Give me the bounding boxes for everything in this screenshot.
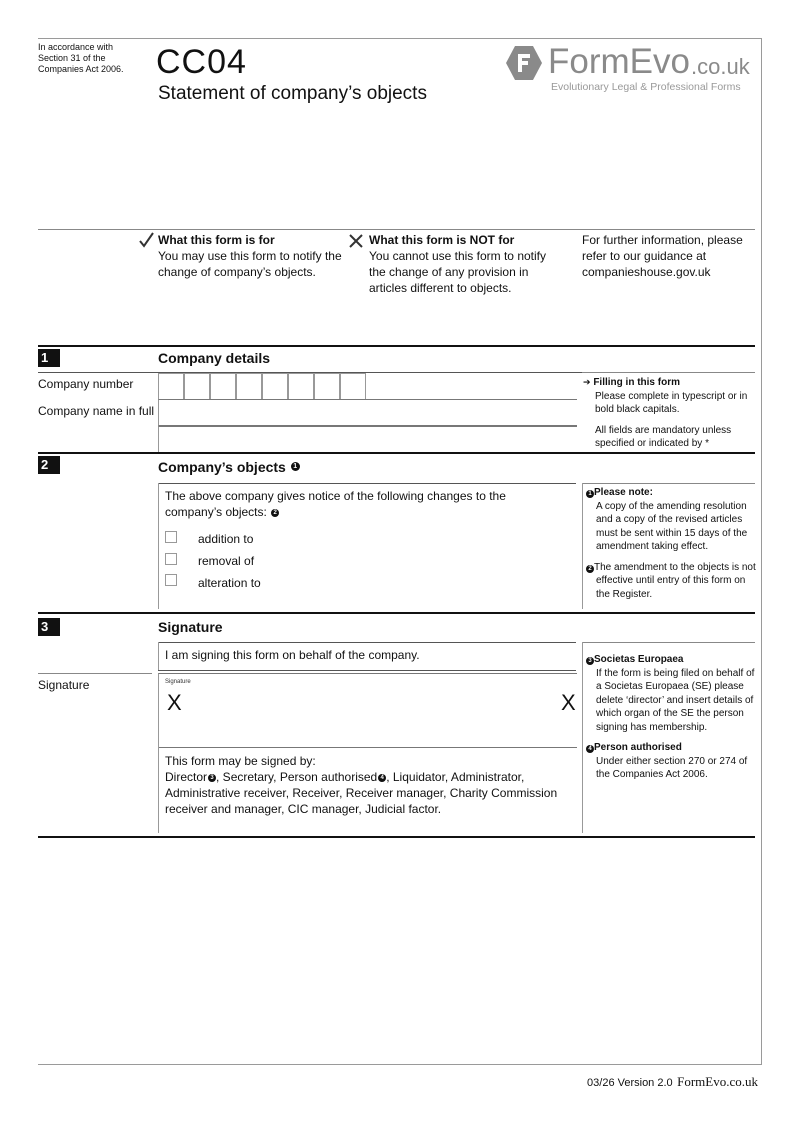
company-number-digit-box[interactable] [158, 373, 184, 399]
note2-text: The amendment to the objects is not effective until entry of this form on the Register. [594, 561, 756, 600]
please-note-heading: Please note: [594, 487, 653, 498]
filling-in-note [583, 376, 755, 451]
signing-statement: I am signing this form on behalf of the company. [165, 648, 420, 662]
logo-domain-text: .co.uk [691, 54, 750, 79]
removal-label: removal of [198, 554, 255, 568]
objects-intro-text: The above company gives notice of the following changes to the company’s objects: [165, 489, 506, 519]
filling-in-note-text2: All fields are mandatory unless specified or indicated by * [595, 424, 732, 449]
company-number-digit-box[interactable] [236, 373, 262, 399]
section3-top-rule [38, 612, 755, 614]
note-marker-4-icon: 4 [586, 745, 594, 753]
company-number-digit-box[interactable] [288, 373, 314, 399]
form-code: CC04 [156, 43, 247, 81]
section2-top-rule [38, 452, 755, 454]
page-frame-top [38, 38, 762, 39]
societas-heading: Societas Europaea [594, 654, 684, 665]
form-not-for-text: You cannot use this form to notify the change of any provision in articles different to objects. [369, 249, 546, 295]
logo-brand-text: FormEvo [548, 42, 690, 81]
company-number-digit-box[interactable] [210, 373, 236, 399]
form-title: Statement of company’s objects [158, 83, 427, 104]
form-not-for-heading: What this form is NOT for [369, 233, 515, 247]
footer-version: 03/26 Version 2.0 [587, 1077, 673, 1089]
signature-notes [586, 653, 756, 782]
alteration-checkbox[interactable] [165, 574, 177, 586]
alteration-label: alteration to [198, 576, 261, 590]
logo-tagline: Evolutionary Legal & Professional Forms [551, 81, 741, 93]
note-rule [582, 483, 755, 484]
company-number-digit-box[interactable] [262, 373, 288, 399]
section3-number: 3 [38, 618, 60, 636]
please-note [586, 486, 756, 601]
company-number-digit-box[interactable] [184, 373, 210, 399]
page-frame-bottom [38, 1064, 762, 1065]
notes-divider [582, 483, 583, 609]
signature-label-rule [38, 673, 152, 674]
footer [560, 1073, 758, 1091]
objects-intro [165, 488, 565, 520]
form-is-for-text: You may use this form to notify the change of company’s objects. [158, 249, 342, 279]
section2-title [158, 459, 300, 475]
signers-heading: This form may be signed by: [165, 754, 316, 768]
section1-number: 1 [38, 349, 60, 367]
form-is-for [158, 232, 348, 280]
note-rule [582, 372, 755, 373]
company-name-label: Company name in full [38, 404, 155, 418]
signature-cross-left-icon: X [167, 690, 182, 715]
footer-brand: FormEvo.co.uk [677, 1074, 758, 1089]
company-number-digit-box[interactable] [314, 373, 340, 399]
objects-box-left [158, 483, 159, 609]
note-rule [582, 642, 755, 643]
note-marker-1-icon: 1 [586, 490, 594, 498]
legal-note: In accordance with Section 31 of the Companies Act 2006. [38, 42, 124, 74]
note-marker-3-icon: 3 [208, 774, 216, 782]
objects-box-top [158, 483, 576, 484]
statement-box-bottom [158, 670, 576, 671]
addition-label: addition to [198, 532, 254, 546]
signers-box-left [158, 747, 159, 833]
signature-label: Signature [38, 678, 90, 692]
person-authorised-heading: Person authorised [594, 742, 682, 753]
signers-director: Director [165, 770, 208, 784]
statement-box-top [158, 642, 576, 643]
cross-mark-icon [349, 234, 363, 248]
statement-box-left [158, 642, 159, 670]
company-number-digit-box[interactable] [340, 373, 366, 399]
signature-box-caption: Signature [165, 679, 191, 685]
hexagon-logo-icon [505, 44, 543, 82]
section1-title: Company details [158, 350, 271, 366]
company-name-field-line1[interactable] [158, 399, 577, 426]
addition-checkbox[interactable] [165, 531, 177, 543]
signers-mid: , Secretary, Person authorised [216, 770, 378, 784]
section2-number: 2 [38, 456, 60, 474]
signature-box[interactable] [158, 673, 577, 748]
further-info-text: For further information, please refer to our guidance at companieshouse.gov.uk [582, 233, 743, 279]
section3-bottom-rule [38, 836, 755, 838]
form-not-for [369, 232, 559, 296]
company-name-field-line2[interactable] [158, 426, 577, 452]
form-is-for-heading: What this form is for [158, 233, 275, 247]
signature-cross-right-icon: X [561, 690, 576, 715]
signers-info [165, 753, 575, 817]
person-authorised-text: Under either section 270 or 274 of the Companies Act 2006. [596, 755, 748, 780]
section2-title-text: Company’s objects [158, 459, 286, 475]
company-number-label: Company number [38, 377, 134, 391]
filling-in-note-text: Please complete in typescript or in bold black capitals. [595, 390, 748, 415]
note-marker-3-icon: 3 [586, 657, 594, 665]
notes-divider [582, 642, 583, 833]
filling-in-note-heading: Filling in this form [593, 377, 680, 388]
please-note-text: A copy of the amending resolution and a copy of the revised articles must be sent within 15 days of the amendment taking effect. [596, 500, 748, 552]
intro-rule [38, 229, 755, 230]
section3-title: Signature [158, 619, 223, 635]
societas-text: If the form is being filed on behalf of a Societas Europaea (SE) please delete ‘director’ and insert details of which organ of the SE the person signing has membership. [596, 667, 755, 733]
brand-logo [505, 42, 761, 98]
page-frame-right [761, 38, 762, 1064]
note-marker-4-icon: 4 [378, 774, 386, 782]
note-marker-1-icon: 1 [291, 462, 300, 471]
note-marker-2-icon: 2 [586, 565, 594, 573]
note-marker-2-icon: 2 [271, 509, 279, 517]
check-mark-icon [138, 232, 154, 248]
arrow-right-icon: ➔ [583, 377, 591, 387]
signers-rest: , Liquidator, Administrator, Administrative receiver, Receiver, Receiver manager, Charity Commission receiver and manager, CIC manager, Judicial factor. [165, 770, 558, 816]
removal-checkbox[interactable] [165, 553, 177, 565]
company-number-field[interactable] [158, 373, 366, 399]
section1-top-rule [38, 345, 755, 347]
